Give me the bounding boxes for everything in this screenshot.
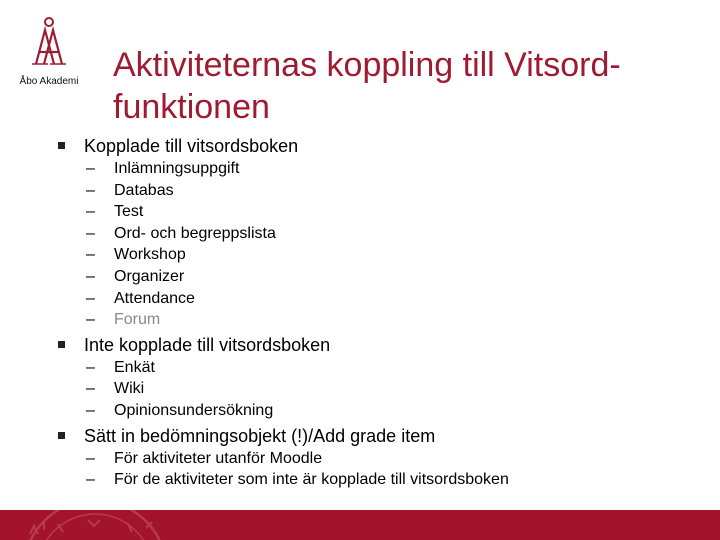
- dash-bullet-icon: –: [86, 311, 95, 329]
- sub-bullet-text: Databas: [114, 181, 174, 199]
- bullet-level-1: [58, 424, 708, 448]
- sub-bullet-text: Test: [114, 203, 144, 221]
- sub-bullet-text: Wiki: [114, 380, 145, 398]
- dash-bullet-icon: –: [86, 246, 95, 264]
- dash-bullet-icon: –: [86, 471, 95, 489]
- dash-bullet-icon: –: [86, 380, 95, 398]
- sub-bullet-text: Organizer: [114, 267, 185, 285]
- sub-bullet-item: [58, 357, 708, 379]
- bullet-group-1: [58, 134, 708, 331]
- dash-bullet-icon: –: [86, 224, 95, 242]
- slide-title: Aktiviteternas koppling till Vitsord-funktionen: [113, 46, 621, 126]
- square-bullet-icon: [58, 432, 65, 439]
- sub-bullet-item: [58, 158, 708, 180]
- footer-band: [0, 510, 720, 540]
- sub-bullet-text: Workshop: [114, 246, 186, 264]
- dash-bullet-icon: –: [86, 358, 95, 376]
- slide-content: [58, 134, 708, 491]
- sub-bullet-item: [58, 266, 708, 288]
- logo-text: Åbo Akademi: [19, 76, 79, 87]
- abo-akademi-logo-icon: [14, 16, 84, 76]
- sub-bullet-text: Inlämningsuppgift: [114, 160, 240, 177]
- dash-bullet-icon: –: [86, 181, 95, 199]
- sub-bullet-item: [58, 378, 708, 400]
- sub-bullet-item: [58, 244, 708, 266]
- dash-bullet-icon: –: [86, 449, 95, 467]
- sub-bullet-item: [58, 469, 708, 491]
- sub-bullet-item: [58, 201, 708, 223]
- university-logo: [14, 16, 84, 88]
- sub-bullet-list: [58, 448, 708, 491]
- bullet-level-1: [58, 134, 708, 158]
- sub-bullet-list: [58, 158, 708, 331]
- sub-bullet-text: Forum: [114, 311, 161, 329]
- sub-bullet-item: [58, 180, 708, 202]
- bullet-level-1: [58, 333, 708, 357]
- sub-bullet-item: [58, 448, 708, 470]
- sub-bullet-item: [58, 309, 708, 331]
- sub-bullet-item: [58, 223, 708, 245]
- bullet-text: Inte kopplade till vitsordsboken: [84, 334, 331, 355]
- bullet-text: Kopplade till vitsordsboken: [84, 136, 299, 156]
- sub-bullet-text: Attendance: [114, 289, 195, 307]
- sub-bullet-text: För aktiviteter utanför Moodle: [114, 449, 323, 467]
- university-seal-watermark-icon: [0, 510, 720, 540]
- sub-bullet-item: [58, 400, 708, 422]
- sub-bullet-text: Ord- och begreppslista: [114, 224, 276, 242]
- sub-bullet-text: Opinionsundersökning: [114, 401, 274, 419]
- sub-bullet-text: För de aktiviteter som inte är kopplade till vitsordsboken: [114, 471, 509, 489]
- square-bullet-icon: [58, 341, 65, 348]
- bullet-text: Sätt in bedömningsobjekt (!)/Add grade item: [84, 425, 436, 446]
- dash-bullet-icon: –: [86, 160, 95, 177]
- dash-bullet-icon: –: [86, 401, 95, 419]
- bullet-group-3: [58, 424, 708, 491]
- dash-bullet-icon: –: [86, 289, 95, 307]
- sub-bullet-text: Enkät: [114, 358, 155, 376]
- dash-bullet-icon: –: [86, 203, 95, 221]
- sub-bullet-list: [58, 357, 708, 422]
- bullet-group-2: [58, 333, 708, 422]
- dash-bullet-icon: –: [86, 267, 95, 285]
- sub-bullet-item: [58, 288, 708, 310]
- square-bullet-icon: [58, 142, 65, 149]
